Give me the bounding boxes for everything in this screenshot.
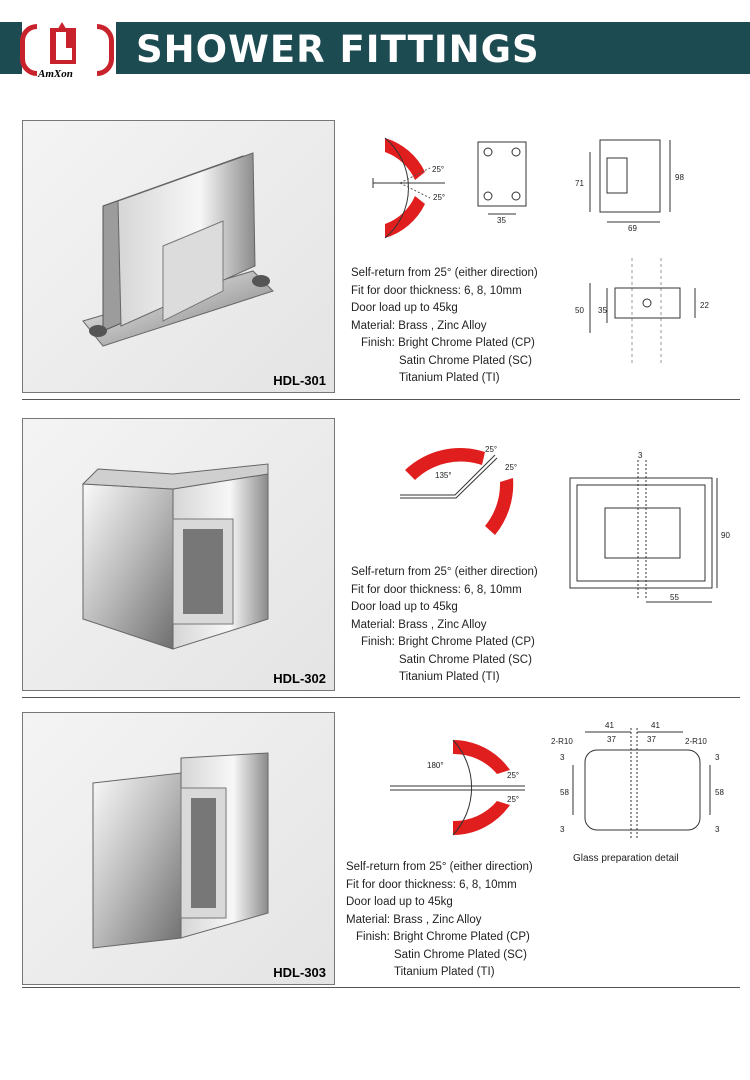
spec-self-return: Self-return from 25° (either direction) [346, 861, 533, 873]
dim-h58-right: 58 [715, 788, 724, 797]
dim-w37-left: 37 [607, 735, 616, 744]
dim-angle-b: 25° [433, 193, 446, 202]
dim-t3-b: 3 [560, 825, 565, 834]
spec-finish-3: Titanium Plated (TI) [399, 671, 500, 683]
hinge-image-icon [23, 121, 334, 392]
spec-self-return: Self-return from 25° (either direction) [351, 566, 538, 578]
spec-finish-2: Satin Chrome Plated (SC) [394, 948, 527, 961]
product-photo-hdl-302 [22, 418, 335, 691]
dim-angle-b: 25° [507, 795, 520, 804]
spec-finish-2: Satin Chrome Plated (SC) [399, 653, 532, 666]
dim-d35: 35 [598, 306, 607, 315]
dim-angle-a: 25° [507, 771, 520, 780]
dim-w41-right: 41 [651, 721, 660, 730]
dim-t3-d: 3 [715, 825, 720, 834]
section-divider [22, 399, 740, 400]
spec-load: Door load up to 45kg [351, 302, 458, 314]
model-label: HDL-303 [273, 965, 326, 980]
dim-angle-a: 25° [432, 165, 445, 174]
dim-d22: 22 [700, 301, 709, 310]
dim-plate-width: 35 [497, 216, 506, 225]
spec-list-hdl-301 [351, 265, 538, 388]
dim-t3-c: 3 [715, 753, 720, 762]
dim-w41-left: 41 [605, 721, 614, 730]
dim-w69: 69 [628, 224, 637, 233]
dim-d50: 50 [575, 306, 584, 315]
spec-thickness: Fit for door thickness: 6, 8, 10mm [351, 583, 522, 596]
spec-finish: Finish: Bright Chrome Plated (CP) [361, 337, 535, 349]
section-divider [22, 987, 740, 988]
dim-w37-right: 37 [647, 735, 656, 744]
technical-drawing-hdl-303 [385, 710, 740, 850]
spec-self-return: Self-return from 25° (either direction) [351, 267, 538, 279]
spec-finish: Finish: Bright Chrome Plated (CP) [356, 931, 530, 943]
product-photo-hdl-301 [22, 120, 335, 393]
spec-finish-2: Satin Chrome Plated (SC) [399, 354, 532, 367]
spec-material: Material: Brass , Zinc Alloy [351, 618, 487, 631]
dim-gap: 3 [638, 451, 643, 460]
spec-finish-3: Titanium Plated (TI) [394, 966, 495, 978]
dim-radius-left: 2-R10 [551, 737, 573, 746]
dim-angle-main: 135° [435, 471, 452, 480]
glass-detail-caption: Glass preparation detail [573, 853, 679, 864]
spec-thickness: Fit for door thickness: 6, 8, 10mm [346, 878, 517, 891]
spec-list-hdl-303 [346, 859, 533, 982]
hinge-image-icon [23, 419, 334, 690]
brand-logo [22, 18, 116, 82]
dim-angle-a: 25° [485, 445, 498, 454]
model-label: HDL-301 [273, 373, 326, 388]
dim-h71: 71 [575, 179, 584, 188]
spec-thickness: Fit for door thickness: 6, 8, 10mm [351, 284, 522, 297]
product-photo-hdl-303 [22, 712, 335, 985]
model-label: HDL-302 [273, 671, 326, 686]
spec-material: Material: Brass , Zinc Alloy [346, 913, 482, 926]
dim-radius-right: 2-R10 [685, 737, 707, 746]
dim-h58-left: 58 [560, 788, 569, 797]
spec-load: Door load up to 45kg [346, 896, 453, 908]
spec-finish: Finish: Bright Chrome Plated (CP) [361, 636, 535, 648]
dim-angle-main: 180° [427, 761, 444, 770]
dim-h90: 90 [721, 531, 730, 540]
dim-t3-a: 3 [560, 753, 565, 762]
spec-list-hdl-302 [351, 564, 538, 687]
page-title: SHOWER FITTINGS [136, 28, 540, 71]
dim-h98: 98 [675, 173, 684, 182]
brand-name: AmXon [38, 68, 73, 80]
hinge-image-icon [23, 713, 334, 984]
dim-w55: 55 [670, 593, 679, 602]
spec-finish-3: Titanium Plated (TI) [399, 372, 500, 384]
spec-load: Door load up to 45kg [351, 601, 458, 613]
section-divider [22, 697, 740, 698]
spec-material: Material: Brass , Zinc Alloy [351, 319, 487, 332]
dim-angle-b: 25° [505, 463, 518, 472]
